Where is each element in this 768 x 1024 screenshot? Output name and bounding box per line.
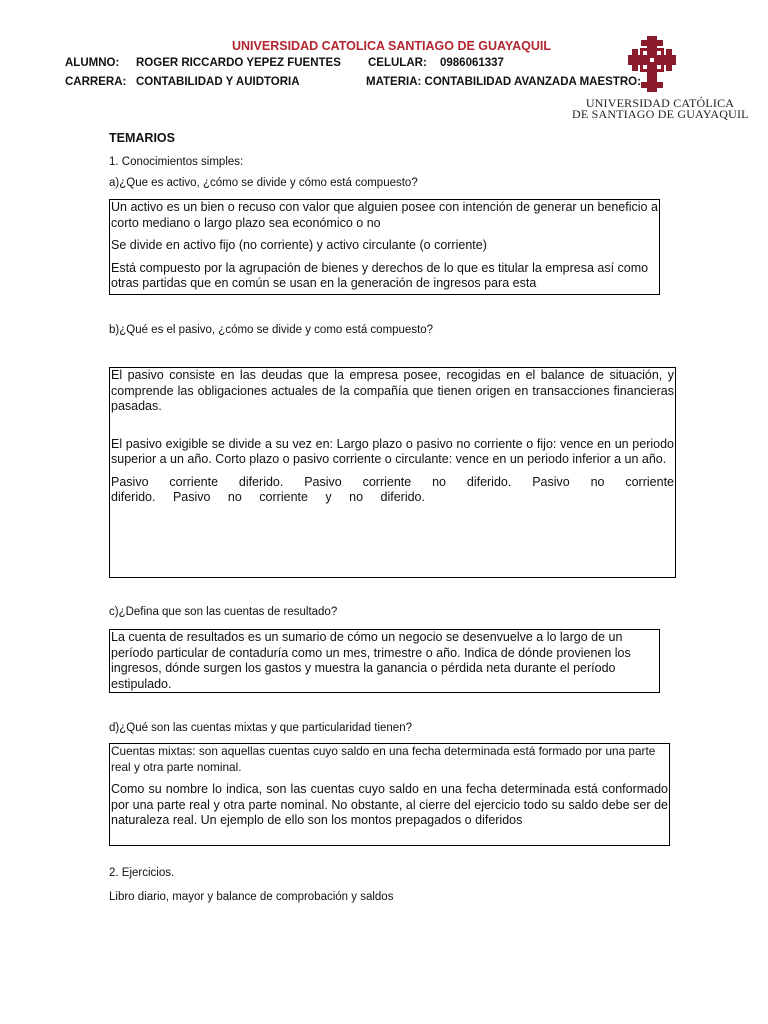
temarios-heading: TEMARIOS: [109, 131, 175, 145]
logo-text-line2: DE SANTIAGO DE GUAYAQUIL: [572, 107, 749, 121]
student-label: ALUMNO:: [65, 57, 120, 69]
answer-b-paragraph-2: El pasivo exigible se divide a su vez en: Largo plazo o pasivo no corriente o fijo: vence en un periodo superior a un año. Corto plazo o pasivo corriente o circulante: vence en un periodo inferior a un año.: [111, 436, 674, 466]
university-title: UNIVERSIDAD CATOLICA SANTIAGO DE GUAYAQUIL: [232, 39, 552, 53]
question-b: b)¿Qué es el pasivo, ¿cómo se divide y como está compuesto?: [109, 324, 434, 336]
logo-text-line1: UNIVERSIDAD CATÓLICA: [585, 96, 735, 110]
student-name: ROGER RICCARDO YEPEZ FUENTES: [136, 57, 341, 69]
answer-a-box: [109, 199, 660, 295]
answer-b-paragraph-1: El pasivo consiste en las deudas que la empresa posee, recogidas en el balance de situación, y comprende las obligaciones actuales de la compañía que tienen origen en transacciones financieras pasadas.: [111, 368, 674, 413]
answer-a-paragraph-2: Se divide en activo fijo (no corriente) y activo circulante (o corriente): [111, 238, 487, 252]
answer-b-paragraph-3: Pasivo corriente diferido. Pasivo corriente no diferido. Pasivo no corriente diferido. Pasivo no corriente y no diferido.: [111, 474, 674, 504]
phone-number: 0986061337: [440, 57, 504, 69]
answer-d-box: [109, 743, 670, 846]
answer-c-box: [109, 629, 660, 693]
answer-a-paragraph-1: Un activo es un bien o recuso con valor que alguien posee con intención de generar un beneficio a corto mediano o largo plazo sea económico o no: [111, 200, 658, 230]
career-name: CONTABILIDAD Y AUIDTORIA: [136, 76, 300, 88]
subject-line: MATERIA: CONTABILIDAD AVANZADA MAESTRO:: [366, 76, 641, 88]
answer-a-paragraph-3: Está compuesto por la agrupación de bienes y derechos de lo que es titular la empresa así como otras partidas que en común se usan en la generación de ingresos para esta: [111, 260, 649, 290]
university-logo: [572, 36, 748, 122]
phone-label: CELULAR:: [368, 57, 427, 69]
answer-b-box: [109, 367, 676, 578]
section-2-heading: 2. Ejercicios.: [109, 867, 175, 879]
answer-c-paragraph-1: La cuenta de resultados es un sumario de cómo un negocio se desenvuelve a lo largo de un período particular de contaduría como un mes, trimestre o año. Indica de dónde provienen los ingresos, dónde surgen los gastos y muestra la ganancia o pérdida neta durante el período estipulado.: [111, 630, 631, 691]
question-c: c)¿Defina que son las cuentas de resultado?: [109, 606, 338, 618]
question-a: a)¿Que es activo, ¿cómo se divide y cómo está compuesto?: [109, 177, 418, 189]
question-d: d)¿Qué son las cuentas mixtas y que particularidad tienen?: [109, 722, 412, 734]
career-label: CARRERA:: [65, 76, 127, 88]
section-1-heading: 1. Conocimientos simples:: [109, 156, 244, 168]
cross-emblem-icon: [628, 36, 676, 92]
answer-d-paragraph-2: Como su nombre lo indica, son las cuentas cuyo saldo en una fecha determinada está conformado por una parte real y otra parte nominal. No obstante, al cierre del ejercicio todo su saldo debe ser de naturaleza real. Un ejemplo de ello son los montos prepagados o diferidos: [111, 782, 668, 827]
section-2-subheading: Libro diario, mayor y balance de comprobación y saldos: [109, 891, 394, 903]
answer-d-paragraph-1: Cuentas mixtas: son aquellas cuentas cuyo saldo en una fecha determinada está formado por una parte real y otra parte nominal.: [111, 744, 656, 774]
